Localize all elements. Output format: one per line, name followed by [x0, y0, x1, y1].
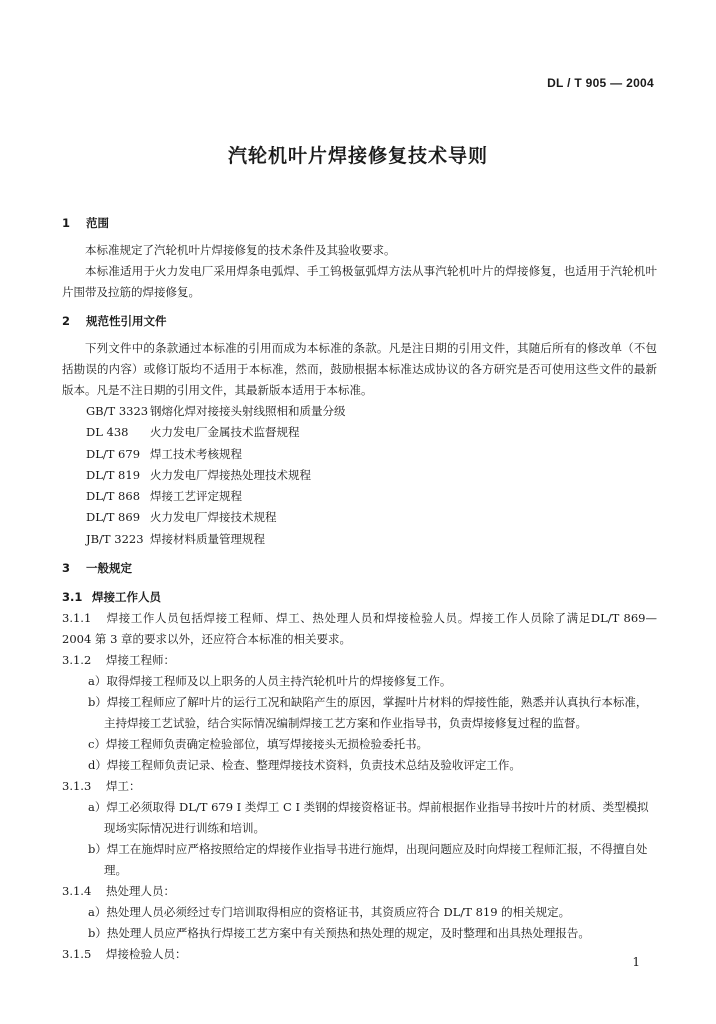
item-mark: a）: [88, 800, 107, 815]
reference-title: 钢熔化焊对接接头射线照相和质量分级: [150, 404, 346, 418]
scope-paragraph-2: 本标准适用于火力发电厂采用焊条电弧焊、手工钨极氩弧焊方法从事汽轮机叶片的焊接修复，也适用于汽轮机叶片围带及拉筋的焊接修复。: [62, 264, 657, 299]
clause-3-1-1: [62, 608, 657, 650]
clause-3-1-5-heading: [62, 944, 657, 965]
section-3-heading: [62, 558, 657, 579]
list-item: [62, 902, 657, 923]
section-title: 范围: [86, 216, 109, 230]
clause-3-1-4-heading: [62, 881, 657, 902]
reference-title: 焊接材料质量管理规程: [150, 531, 265, 546]
clause-number: 3.1.2: [62, 653, 92, 668]
reference-item: [86, 401, 657, 422]
reference-code: DL/T 679: [86, 446, 141, 461]
clause-3-1-2-heading: [62, 650, 657, 671]
item-text: 焊接工程师应了解叶片的运行工况和缺陷产生的原因，掌握叶片材料的焊接性能，熟悉并认真执行本标准，主持焊接工艺试验，结合实际情况编制焊接工艺方案和作业指导书，负责焊接修复过程的监督。: [104, 695, 648, 731]
clause-title: 热处理人员：: [106, 884, 175, 899]
reference-code: DL 438: [86, 425, 129, 440]
list-item: [62, 755, 657, 776]
reference-code: DL/T 868: [86, 489, 141, 504]
reference-item: [86, 465, 657, 486]
clause-number: 3.1.3: [62, 779, 92, 794]
reference-item: [86, 529, 657, 550]
item-text: 热处理人员应严格执行焊接工艺方案中有关预热和热处理的规定，及时整理和出具热处理报告。: [106, 926, 590, 941]
page-number: 1: [632, 955, 640, 969]
item-text: 焊工必须取得 DL/T 679 I 类焊工 C I 类钢的焊接资格证书。焊前根据作业指导书按叶片的材质、类型模拟现场实际情况进行训练和培训。: [104, 800, 649, 836]
reference-title: 焊接工艺评定规程: [150, 489, 242, 504]
reference-code: DL/T 819: [86, 467, 141, 482]
reference-item: [86, 422, 657, 443]
subsection-number: 3.1: [62, 590, 83, 605]
section-1-heading: [62, 213, 657, 234]
reference-code: GB/T 3323: [86, 404, 149, 418]
item-mark: b）: [88, 926, 107, 941]
item-text: 热处理人员必须经过专门培训取得相应的资格证书，其资质应符合 DL/T 819 的相关规定。: [106, 905, 571, 920]
reference-item: [86, 507, 657, 528]
section-number: 3: [62, 561, 71, 576]
document-body: [62, 213, 657, 965]
clause-title: 焊接工程师：: [106, 653, 175, 668]
clause-number: 3.1.4: [62, 884, 92, 899]
list-item: [62, 797, 657, 839]
reference-title: 火力发电厂焊接热处理技术规程: [150, 467, 311, 482]
reference-code: DL/T 869: [86, 510, 141, 525]
list-item: [62, 923, 657, 944]
item-text: 焊接工程师负责记录、检查、整理焊接技术资料，负责技术总结及验收评定工作。: [106, 758, 521, 773]
clause-title: 焊工：: [106, 779, 141, 794]
subsection-3-1-heading: [62, 587, 657, 608]
item-mark: d）: [88, 758, 107, 773]
reference-title: 焊工技术考核规程: [150, 446, 242, 461]
section-number: 2: [62, 314, 71, 328]
reference-item: [86, 486, 657, 507]
clause-number: 3.1.1: [62, 611, 92, 626]
clause-3-1-3-heading: [62, 776, 657, 797]
references-intro: 下列文件中的条款通过本标准的引用而成为本标准的条款。凡是注日期的引用文件，其随后所有的修改单（不包括勘误的内容）或修订版均不适用于本标准，然而，鼓励根据本标准达成协议的各方研究是否可使用这些文件的最新版本。凡是不注日期的引用文件，其最新版本适用于本标准。: [62, 341, 657, 397]
item-text: 焊工在施焊时应严格按照给定的焊接作业指导书进行施焊，出现问题应及时向焊接工程师汇报，不得擅自处理。: [104, 842, 648, 878]
reference-title: 火力发电厂金属技术监督规程: [150, 425, 300, 440]
reference-item: [86, 444, 657, 465]
list-item: [62, 734, 657, 755]
item-mark: a）: [88, 674, 107, 689]
clause-text: 焊接工作人员包括焊接工程师、焊工、热处理人员和焊接检验人员。焊接工作人员除了满足DL/T 869—2004 第 3 章的要求以外，还应符合本标准的相关要求。: [62, 611, 657, 647]
standard-code: DL / T 905 — 2004: [547, 76, 654, 90]
list-item: [62, 692, 657, 734]
item-mark: c）: [88, 737, 106, 752]
scope-paragraph-1: 本标准规定了汽轮机叶片焊接修复的技术条件及其验收要求。: [85, 243, 396, 257]
item-text: 焊接工程师负责确定检验部位，填写焊接接头无损检验委托书。: [105, 737, 428, 752]
section-2-heading: [62, 311, 657, 332]
document-title: 汽轮机叶片焊接修复技术导则: [227, 145, 488, 167]
section-title: 一般规定: [86, 561, 132, 576]
item-text: 取得焊接工程师及以上职务的人员主持汽轮机叶片的焊接修复工作。: [106, 674, 452, 689]
section-number: 1: [62, 216, 71, 230]
subsection-title: 焊接工作人员: [92, 590, 161, 605]
item-mark: b）: [88, 842, 107, 857]
reference-title: 火力发电厂焊接技术规程: [150, 510, 277, 525]
clause-title: 焊接检验人员：: [106, 947, 187, 962]
list-item: [62, 839, 657, 881]
item-mark: a）: [88, 905, 107, 920]
list-item: [62, 671, 657, 692]
item-mark: b）: [88, 695, 107, 710]
clause-number: 3.1.5: [62, 947, 92, 962]
section-title: 规范性引用文件: [86, 314, 167, 328]
reference-code: JB/T 3223: [86, 531, 144, 546]
